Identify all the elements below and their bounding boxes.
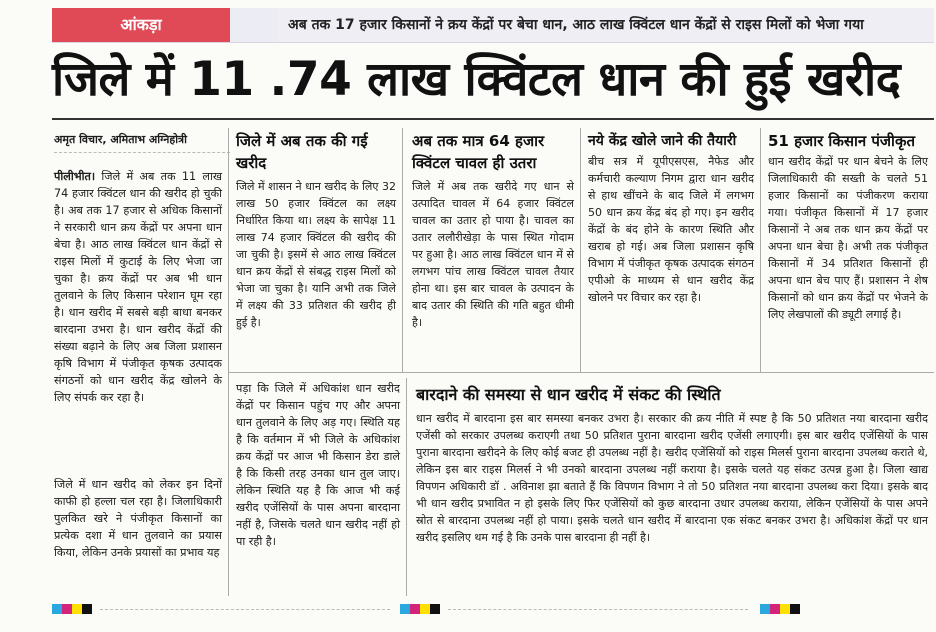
crop-line bbox=[448, 609, 748, 611]
registration-mark bbox=[52, 604, 92, 614]
box-1-title: जिले में अब तक की गई खरीद bbox=[236, 132, 368, 172]
box-3-title: नये केंद्र खोले जाने की तैयारी bbox=[588, 133, 737, 149]
box-4-title: 51 हजार किसान पंजीकृत bbox=[768, 132, 916, 150]
crop-line bbox=[100, 609, 390, 611]
registration-mark bbox=[760, 604, 800, 614]
headline-rule bbox=[52, 118, 934, 120]
lead-text-2: जिले में धान खरीद को लेकर इन दिनों काफी हो हल्ला चल रहा है। जिलाधिकारी पुलकित खरे ने पंजीकृत किसानों का प्रत्येक दशा में धान तुलवाने का प्रयास किया, लेकिन उनके प्रयासों का प्रभाव यह bbox=[54, 478, 222, 559]
box-4-body: धान खरीद केंद्रों पर धान बेचने के लिए जिलाधिकारी की सख्ती के चलते 51 हजार किसानों का पंजीकरण कराया गया। पंजीकृत किसानों में 17 हजार किसानों ने अब तक धान क्रय केंद्रों पर अपना धान बेचा है। अभी तक पंजीकृत किसानों में 34 प्रतिशत किसानों ही अपना धान बेच पाए हैं। प्रशासन ने शेष किसानों को धान क्रय केंद्रों पर भेजने के लिए लेखपालों की ड्यूटी लगाई है। bbox=[768, 155, 928, 321]
section-tag-accent bbox=[230, 8, 278, 42]
section-divider bbox=[228, 372, 934, 373]
bottom-box-title: बारदाने की समस्या से धान खरीद में संकट की स्थिति bbox=[416, 385, 721, 404]
column-divider bbox=[406, 378, 407, 596]
lead-para-3: पड़ा कि जिले में अधिकांश धान खरीद केंद्रों पर किसान पहुंच गए और अपना धान तुलवाने के लिए अड़ गए। स्थिति यह है कि वर्तमान में भी जिले के अधिकांश क्रय केंद्रों पर आज भी किसान डेरा डाले है कि किसी तरह उनका धान तुल जाए। लेकिन स्थिति यह है कि आज भी कई खरीद एजेंसियों के पास अपना बारदाना नहीं है, जिसके चलते धान खरीद नहीं हो पा रही है। bbox=[236, 382, 400, 548]
column-divider bbox=[580, 128, 581, 372]
box-2-title: अब तक मात्र 64 हजार क्विंटल चावल ही उतरा bbox=[412, 132, 545, 172]
registration-mark bbox=[400, 604, 440, 614]
box-2-body: जिले में अब तक खरीदे गए धान से उत्पादित चावल में 64 हजार क्विंटल चावल का उतार हो पाया है। चावल का उतार ललौरीखेड़ा के पास स्थित गोदाम पर हुआ है। आठ लाख क्विंटल धान में से लगभग पांच लाख क्विंटल चावल तैयार होना था। इस बार चावल के उत्पादन के बाद उतार की स्थिति की गति बहुत धीमी है। bbox=[412, 180, 574, 329]
section-tag: आंकड़ा bbox=[52, 8, 230, 42]
box-1-body: जिले में शासन ने धान खरीद के लिए 32 लाख 50 हजार क्विंटल का लक्ष्य निर्धारित किया था। लक्ष्य के सापेक्ष 11 लाख 74 हजार क्विंटल की खरीद की जा चुकी है। इसमें से आठ लाख क्विंटल धान क्रय केंद्रों से संबद्ध राइस मिलों को भेजा जा चुका है। यानि अभी तक जिले में लक्ष्य की 33 प्रतिशत की खरीद ही हुई है। bbox=[236, 180, 396, 329]
column-divider bbox=[402, 128, 403, 372]
column-divider bbox=[228, 128, 229, 596]
lead-para-2 bbox=[54, 476, 222, 561]
byline-divider bbox=[54, 152, 230, 154]
bottom-box-body: धान खरीद में बारदाना इस बार समस्या बनकर उभरा है। सरकार की क्रय नीति में स्पष्ट है कि 50 प्रतिशत नया बारदाना खरीद एजेंसी को सरकार उपलब्ध कराएगी तथा 50 प्रतिशत पुराना बारदाना खरीद एजेंसी लगाएगी। इस बार खरीद एजेंसियों के पास पुराना बारदाना खरीदने के लिए कोई बजट ही उपलब्ध नहीं है। खरीद एजेंसियों को राइस मिलर्स पुराना बारदाना उपलब्ध कराते थे, लेकिन इस बार राइस मिलर्स ने भी उनको बारदाना उपलब्ध नहीं कराया है। इसके चलते यह संकट उत्पन्न हुआ है। जिला खाद्य विपणन अधिकारी डॉ . अविनाश झा बताते हैं कि विपणन विभाग ने तो 50 प्रतिशत नया बारदाना उपलब्ध करा दिया। इसके बाद भी धान खरीद प्रभावित न हो इसके लिए फिर एजेंसियों को कुछ बारदाना उधार उपलब्ध कराया, लेकिन एजेंसियों के पास अपने स्रोत से बारदाना उपलब्ध नहीं हो पाया। इसके चलते धान खरीद में बारदाना एक संकट बनकर उभरा है। अधिकांश केंद्रों पर धान खरीद इसलिए थम गई है कि उनके पास बारदाना ही नहीं है। bbox=[416, 412, 928, 544]
headline: जिले में 11 .74 लाख क्विंटल धान की हुई खरीद bbox=[52, 52, 901, 107]
lead-text-1: जिले में अब तक 11 लाख 74 हजार क्विंटल धान की खरीद हो चुकी है। अब तक 17 हजार से अधिक किसानों ने सरकारी धान क्रय केंद्रों पर अपना धान बेचा है। आठ लाख क्विंटल धान केंद्रों से राइस मिलों में कुटाई के लिए भेजा जा चुका है। क्रय केंद्रों पर अब भी धान तुलवाने के लिए किसान परेशान घूम रहा है। धान खरीद में सबसे बड़ी बाधा बनकर बारदाना उभरा है। धान खरीद केंद्रों की संख्या बढ़ाने के लिए अब जिला प्रशासन कृषि विभाग में पंजीकृत कृषक उत्पादक संगठनों को धान खरीद केंद्र खोलने के लिए संपर्क कर रहा है। bbox=[54, 170, 223, 404]
dateline: पीलीभीत। bbox=[54, 170, 96, 183]
kicker-bar bbox=[52, 8, 934, 43]
box-3-body: बीच सत्र में यूपीएसएस, नैफेड और कर्मचारी कल्याण निगम द्वारा धान खरीद से हाथ खींचने के बाद जिले में लगभग 50 धान क्रय केंद्र बंद हो गए। इन खरीद केंद्रों के बंद होने के कारण स्थिति और खराब हो गई। अब जिला प्रशासन कृषि विभाग में पंजीकृत कृषक उत्पादक संगठन एपीओ के माध्यम से धान खरीद केंद्र खोलने पर विचार कर रहा है। bbox=[588, 155, 754, 304]
byline: अमृत विचार, अमिताभ अग्निहोत्री bbox=[54, 133, 187, 146]
lead-para-1 bbox=[54, 168, 222, 406]
kicker-text: अब तक 17 हजार किसानों ने क्रय केंद्रों पर बेचा धान, आठ लाख क्विंटल धान केंद्रों से राइस मिलों को भेजा गया bbox=[288, 17, 864, 33]
column-divider bbox=[760, 128, 761, 372]
